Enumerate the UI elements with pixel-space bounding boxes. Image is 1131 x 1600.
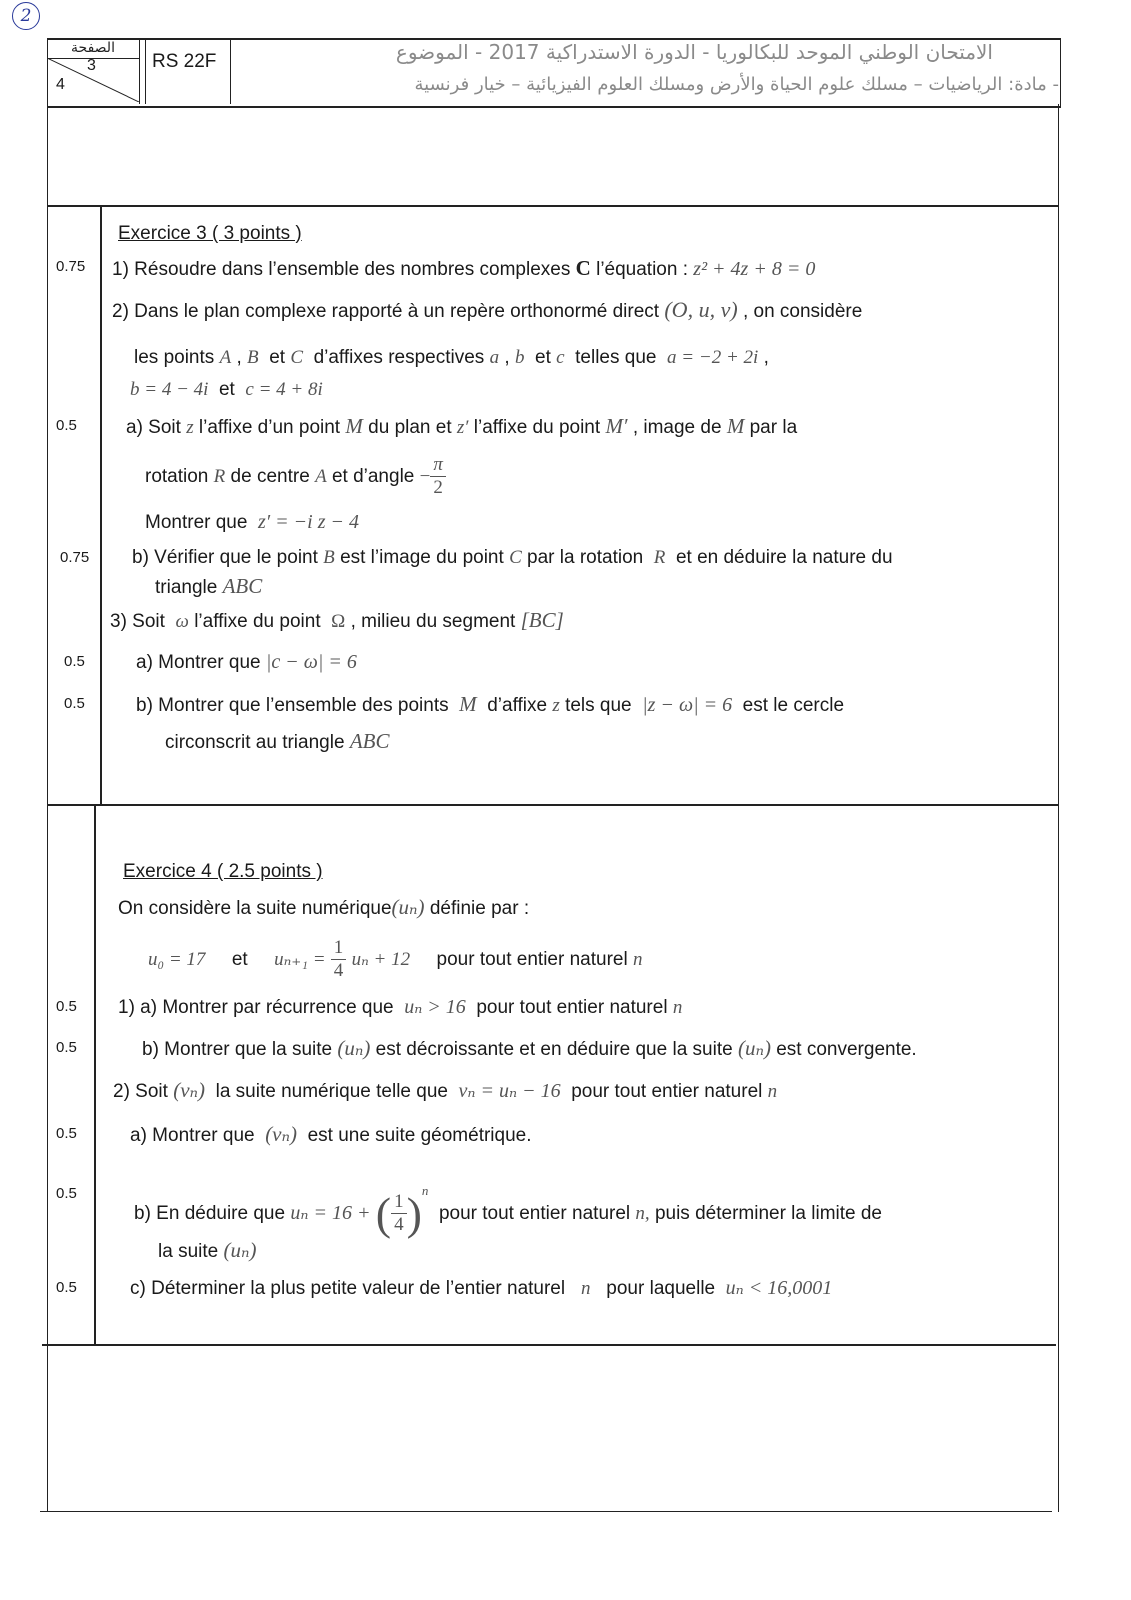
- ex4-q2c: c) Déterminer la plus petite valeur de l’entier naturel n pour laquelle uₙ < 16,0001: [130, 1277, 833, 1299]
- divider-mid: [47, 804, 1059, 806]
- column-divider: [100, 205, 102, 805]
- ex4-q2b: b) En déduire que uₙ = 16 + ( $\frac{1}{4}$ )$^n$ pour tout entier naturel n, puis déterminer la limite de: [134, 1183, 882, 1239]
- page-total: 4: [56, 76, 65, 93]
- angle-fraction: $\frac{\pi}{2}$: [430, 454, 446, 499]
- ex3-q3b-line2: circonscrit au triangle ABC: [165, 729, 390, 753]
- ex3-q3a-points: 0.5: [64, 653, 85, 670]
- ex4-q2: 2) Soit (vₙ) la suite numérique telle que vₙ = uₙ − 16 pour tout entier naturel n: [113, 1078, 778, 1102]
- ex3-q3b-points: 0.5: [64, 695, 85, 712]
- frame-right: [1058, 104, 1059, 1512]
- ex3-qa-rotation: rotation R de centre A et d’angle − $\frac{\pi}{2}$: [145, 452, 446, 502]
- frame-bottom: [40, 1511, 1052, 1512]
- ex3-q3: 3) Soit ω l’affixe du point Ω , milieu du segment [BC]: [110, 608, 564, 632]
- ex4-title: Exercice 4 ( 2.5 points ): [123, 861, 323, 882]
- ex4-q2b-points: 0.5: [56, 1185, 77, 1202]
- ex3-q1: 1) Résoudre dans l’ensemble des nombres complexes C l’équation : z² + 4z + 8 = 0: [112, 256, 816, 280]
- exam-title: الامتحان الوطني الموحد للبكالوريا - الدورة الاستدراكية 2017 - الموضوع: [395, 40, 993, 64]
- power-fraction: $\frac{1}{4}$: [391, 1191, 407, 1236]
- page-box: [47, 38, 139, 104]
- ex3-q3b: b) Montrer que l’ensemble des points M d’affixe z tels que |z − ω| = 6 est le cercle: [136, 692, 845, 716]
- recurrence-fraction: $\frac{1}{4}$: [331, 937, 347, 982]
- ex3-qb-line2: triangle ABC: [155, 574, 263, 598]
- page-label: الصفحة: [47, 38, 139, 59]
- exam-subject: - مادة: الرياضيات – مسلك علوم الحياة والأرض ومسلك العلوم الفيزيائية – خيار فرنسية: [414, 74, 1059, 95]
- ex4-q1a: 1) a) Montrer par récurrence que uₙ > 16 pour tout entier naturel n: [118, 996, 683, 1018]
- ex4-q1a-points: 0.5: [56, 998, 77, 1015]
- ex4-q2a: a) Montrer que (vₙ) est une suite géométrique.: [130, 1122, 532, 1146]
- ex3-q2-points-line: les points A , B et C d’affixes respectives a , b et c telles que a = −2 + 2i ,: [134, 347, 769, 368]
- ex4-q1b: b) Montrer que la suite (uₙ) est décroissante et en déduire que la suite (uₙ) est convergente.: [142, 1036, 917, 1060]
- ex3-title: Exercice 3 ( 3 points ): [118, 223, 302, 244]
- ex3-qa-points: 0.5: [56, 417, 77, 434]
- ex3-q2-values: b = 4 − 4i et c = 4 + 8i: [130, 379, 323, 400]
- page-mark: 2: [12, 2, 40, 30]
- divider-bottom: [42, 1344, 1056, 1346]
- ex3-qb: b) Vérifier que le point B est l’image du point C par la rotation R et en déduire la nature du: [132, 547, 893, 568]
- divider-top: [47, 205, 1059, 207]
- ex3-qa-show: Montrer que z′ = −i z − 4: [145, 511, 360, 533]
- ex4-intro: On considère la suite numérique(uₙ) définie par :: [118, 895, 530, 919]
- column-divider-2: [94, 805, 96, 1345]
- ex4-definition: u₀ = 17 et uₙ₊₁ = $\frac{1}{4}$ uₙ + 12 pour tout entier naturel n: [148, 937, 643, 982]
- ex4-q2a-points: 0.5: [56, 1125, 77, 1142]
- ex3-q2: 2) Dans le plan complexe rapporté à un repère orthonormé direct (O, u, v) , on considère: [112, 297, 863, 322]
- ex4-q2b-line2: la suite (uₙ): [158, 1238, 257, 1262]
- ex4-q2c-points: 0.5: [56, 1279, 77, 1296]
- ex3-qb-points: 0.75: [60, 549, 90, 566]
- ex3-qa: a) Soit z l’affixe d’un point M du plan et z′ l’affixe du point M′ , image de M par la: [126, 414, 798, 438]
- frame-left: [47, 104, 48, 1512]
- exam-code: RS 22F: [152, 51, 217, 72]
- ex3-q1-points: 0.75: [56, 258, 86, 275]
- page-number: 3: [87, 57, 96, 74]
- ex3-q3a: a) Montrer que |c − ω| = 6: [136, 651, 357, 673]
- ex4-q1b-points: 0.5: [56, 1039, 77, 1056]
